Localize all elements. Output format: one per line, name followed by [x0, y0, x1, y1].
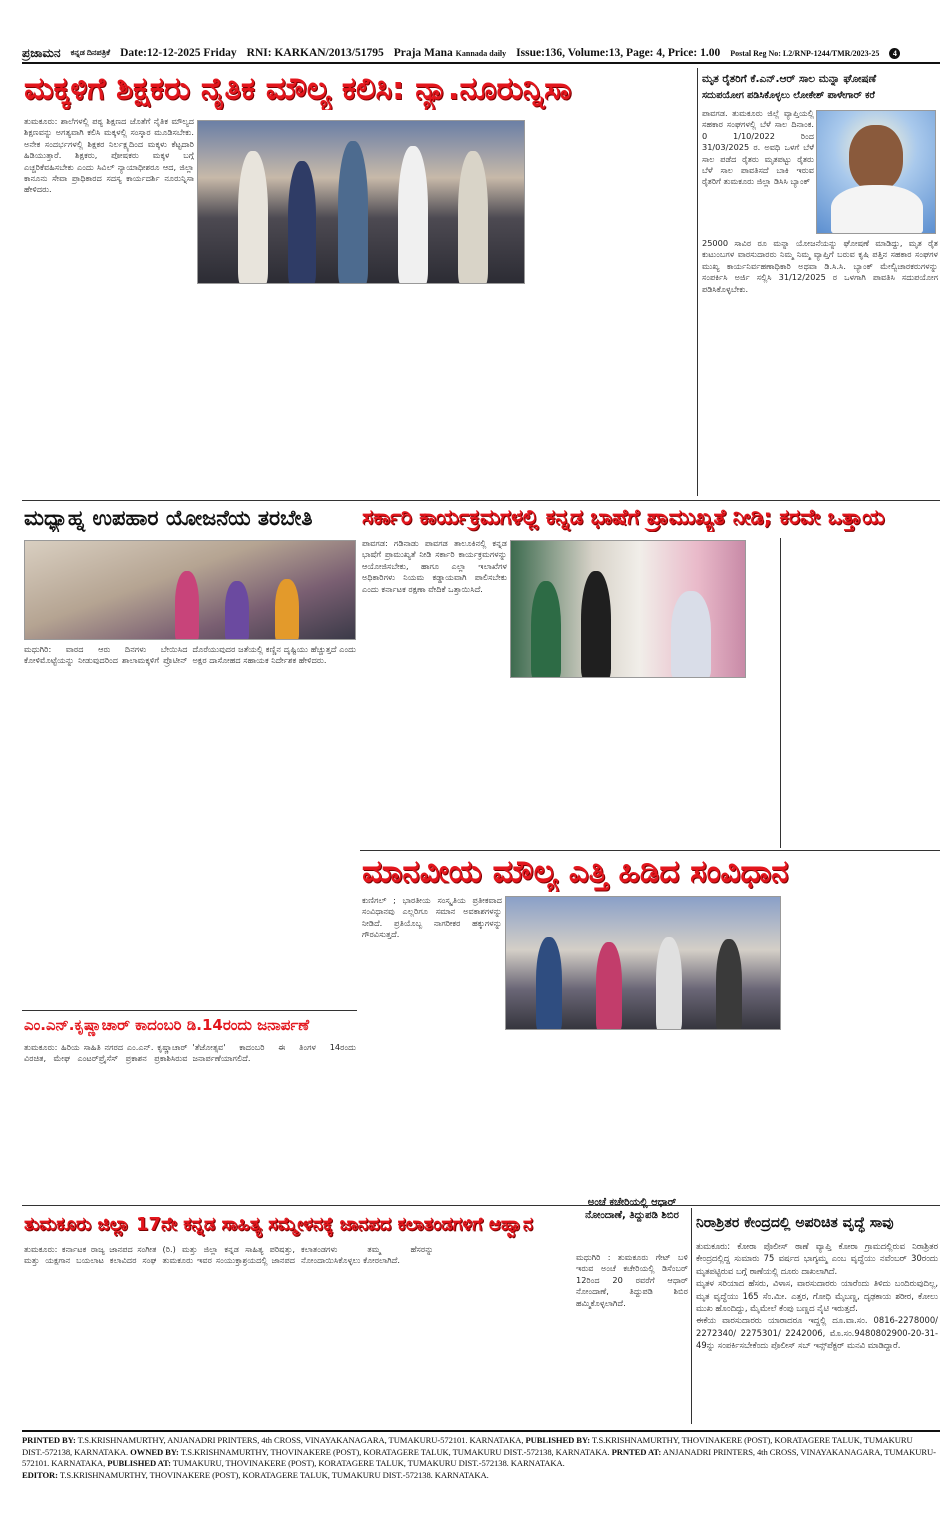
kannada-priority-body: ಪಾವಗಡ: ಗಡಿನಾಡು ಪಾವಗಡ ತಾಲೂಕಿನಲ್ಲಿ ಕನ್ನಡ ಭಾಷೆಗೆ ಪ್ರಾಮುಖ್ಯತೆ ನೀಡಿ ಸರ್ಕಾರಿ ಕಾರ್ಯಕ್ರಮಗಳನ್ನು ಆಯೋಜಿಸಬೇಕು, ಹಾಗೂ ಎಲ್ಲಾ ಇಲಾಖೆಗಳ ಅಧಿಕಾರಿಗಳು ನಿಯಮ ಕಡ್ಡಾಯವಾಗಿ ಪಾಲಿಸಬೇಕು ಎಂದು ಕರ್ನಾಟಕ ರಕ್ಷಣಾ ವೇದಿಕೆ ಒತ್ತಾಯಿಸಿದೆ. — [362, 538, 507, 594]
printed-at-label: PRNTED AT: — [611, 1446, 662, 1457]
owned-by: T.S.KRISHNAMURTHY, THOVINAKERE (POST), KORATAGERE TALUK, TUMAKURU DIST.-572138, KARNATAKA. — [180, 1446, 610, 1457]
aadhaar-body: ಮಧುಗಿರಿ : ತುಮಕೂರು ಗೇಟ್ ಬಳಿ ಇರುವ ಅಂಚೆ ಕಚೇರಿಯಲ್ಲಿ ಡಿಸೆಂಬರ್ 12ರಿಂದ 20 ರವರೆಗೆ ಆಧಾರ್ ನೋಂದಾಣೆ, ತಿದ್ದುಪಡಿ ಶಿಬಿರ ಹಮ್ಮಿಕೊಳ್ಳಲಾಗಿದೆ. — [576, 1252, 688, 1308]
constitution-body: ಕುಣಿಗಲ್ ; ಭಾರತೀಯ ಸಂಸ್ಕೃತಿಯ ಪ್ರತೀಕವಾದ ಸಂವಿಧಾನವು ಎಲ್ಲರಿಗೂ ಸಮಾನ ಅವಕಾಶಗಳನ್ನು ನೀಡಿದೆ. ಪ್ರತಿಯೊಬ್ಬ ನಾಗರೀಕರ ಹಕ್ಕುಗಳನ್ನು ಗೌರವಿಸುತ್ತದೆ. — [362, 895, 502, 940]
published-at-label: PUBLISHED AT: — [107, 1458, 171, 1469]
rni-number: RNI: KARKAN/2013/51795 — [246, 47, 384, 59]
constitution-headline: ಮಾನವೀಯ ಮೌಲ್ಯ ಎತ್ತಿ ಹಿಡಿದ ಸಂವಿಧಾನ — [362, 854, 789, 890]
postal-reg: Postal Reg No: L2/RNP-1244/TMR/2023-25 — [730, 48, 880, 58]
kannada-priority-headline: ಸರ್ಕಾರಿ ಕಾರ್ಯಕ್ರಮಗಳಲ್ಲಿ ಕನ್ನಡ ಭಾಷೆಗೆ ಪ್ರಾಮುಖ್ಯತೆ ನೀಡಿ; ಕರವೇ ಒತ್ತಾಯ — [362, 505, 885, 529]
page-number: 4 — [889, 48, 900, 59]
issue-info: Issue:136, Volume:13, Page: 4, Price: 1.00 — [516, 47, 721, 59]
crop-loan-headline-2: ಸದುಪಯೋಗ ಪಡಿಸಿಕೊಳ್ಳಲು ಲೋಕೇಶ್ ಪಾಳೇಗಾರ್ ಕರೆ — [702, 90, 875, 101]
crop-loan-body: ಪಾವಗಡ. ತುಮಕೂರು ಜಿಲ್ಲೆ ವ್ಯಾಪ್ತಿಯಲ್ಲಿ ಸಹಕಾರ ಸಂಘಗಳಲ್ಲಿ ಬೆಳೆ ಸಾಲ ದಿನಾಂಕ. 0 1/10/2022 ರಿಂದ 31/03/2025 ರ. ಅವಧಿ ಒಳಗೆ ಬೆಳೆ ಸಾಲ ಪಡೆದ ರೈತರು ಮೃತಪಟ್ಟು ರೈತರು ಬೆಳೆ ಸಾಲ ಪಾವತಿಸದೆ ಬಾಕಿ ಇರುವ ರೈತರಿಗೆ ತುಮಕೂರು ಜಿಲ್ಲಾ ಡಿಸಿಸಿ ಬ್ಯಾಂಕ್ — [702, 108, 814, 187]
sammelana-body: ತುಮಕೂರು: ಕರ್ನಾಟಕ ರಾಜ್ಯ ಜಾನಪದ ಸಂಗೀತ ಮತ್ತು ಯಕ್ಷಗಾನ ಬಯಲಾಟ ಕಲಾವಿದರ ಸಂಘ (ರಿ.) ಮತ್ತು ಜಿಲ್ಲಾ ಕನ್ನಡ ಸಾಹಿತ್ಯ ಪರಿಷತ್ತು, ತುಮಕೂರು ಇವರ ಸಂಯುಕ್ತಾಶ್ರಯದಲ್ಲಿ ಜಾನಪದ ಕಲಾತಂಡಗಳು ತಮ್ಮ ಹೆಸರನ್ನು ನೋಂದಾಯಿಸಿಕೊಳ್ಳಲು ಕೋರಲಾಗಿದೆ. — [24, 1244, 434, 1266]
unknown-death-headline: ನಿರಾಶ್ರಿತರ ಕೇಂದ್ರದಲ್ಲಿ ಅಪರಿಚಿತ ವೃದ್ಧೆ ಸಾವು — [696, 1215, 894, 1231]
imprint-footer — [22, 1430, 940, 1481]
novel-release-body: ತುಮಕೂರು: ಹಿರಿಯ ಸಾಹಿತಿ ನಗರದ ಎಂ.ಎನ್. ಕೃಷ್ಣಾಚಾರ್ ವಿರಚಿತ, ಮೇಘ ಎಂಟರ್‌ಪ್ರೈಸೆಸ್ ಪ್ರಕಾಶನ ಪ್ರಕಾಶಿಸಿರುವ 'ತೆಜೋತ್ಸವ' ಕಾದಂಬರಿ ಈ ತಿಂಗಳ 14ರಂದು ಜನಾರ್ಪಣೆಯಾಗಲಿದೆ. — [24, 1042, 356, 1064]
lead-body: ತುಮಕೂರು: ಶಾಲೆಗಳಲ್ಲಿ ಪಠ್ಯ ಶಿಕ್ಷಣದ ಜೊತೆಗೆ ನೈತಿಕ ಮೌಲ್ಯದ ಶಿಕ್ಷಣವನ್ನು ಅಗತ್ಯವಾಗಿ ಕಲಿಸಿ ಮಕ್ಕಳಲ್ಲಿ ಸಂಸ್ಕಾರ ಮೂಡಿಸಬೇಕು. ಅನೇಕ ಸಂದರ್ಭಗಳಲ್ಲಿ ಶಿಕ್ಷಕರ ನಿರ್ಲಕ್ಷ್ಯದಿಂದ ಮಕ್ಕಳು ಕೆಟ್ಟದಾರಿ ಹಿಡಿಯುತ್ತಾರೆ. ಶಿಕ್ಷಕರು, ಪೋಷಕರು ಮಕ್ಕಳ ಬಗ್ಗೆ ಎಚ್ಚರಿಕೆವಹಿಸಬೇಕು ಎಂದು ಸಿವಿಲ್ ನ್ಯಾಯಾಧೀಶರೂ ಆದ, ಜಿಲ್ಲಾ ಕಾನೂನು ಸೇವಾ ಪ್ರಾಧಿಕಾರದ ಸದಸ್ಯ ಕಾರ್ಯದರ್ಶಿ ನೂರುನ್ನಿಸಾ ಹೇಳಿದರು. — [24, 116, 194, 195]
lead-headline: ಮಕ್ಕಳಿಗೆ ಶಿಕ್ಷಕರು ನೈತಿಕ ಮೌಲ್ಯ ಕಲಿಸಿ: ನ್ಯಾ.ನೂರುನ್ನಿಸಾ — [24, 71, 572, 107]
paper-name: Praja Mana — [393, 47, 453, 59]
crop-loan-body-rest: 25000 ಸಾವಿರ ರೂ ಮನ್ನಾ ಯೋಜನೆಯನ್ನು ಘೋಷಣೆ ಮಾಡಿದ್ದು, ಮೃತ ರೈತ ಕುಟುಂಬಗಳ ವಾರಸುದಾರರು ನಿಮ್ಮ ನಿಮ್ಮ ವ್ಯಾಪ್ತಿಗೆ ಬರುವ ಕೃಷಿ ಪತ್ತಿನ ಸಹಕಾರ ಸಂಘಗಳ ಮುಖ್ಯ ಕಾರ್ಯನಿರ್ವಹಣಾಧಿಕಾರಿ ಅಥವಾ ಡಿ.ಸಿ.ಸಿ. ಬ್ಯಾಂಕ್ ಮೇಲ್ವಿಚಾರಕರುಗಳನ್ನು ಸಂಪರ್ಕಿಸಿ ಅರ್ಜಿ ಸಲ್ಲಿಸಿ 31/12/2025 ರ ಒಳಗಾಗಿ ಪಾವತಿಸಿ ಸದುಪಯೋಗ ಪಡಿಸಿಕೊಳ್ಳಬೇಕು. — [702, 238, 938, 294]
unknown-death-body: ತುಮಕೂರು: ಕೋರಾ ಪೊಲೀಸ್ ಠಾಣೆ ವ್ಯಾಪ್ತಿ ಕೋರಾ ಗ್ರಾಮದಲ್ಲಿರುವ ನಿರಾಶ್ರಿತರ ಕೇಂದ್ರದಲ್ಲಿದ್ದ ಸುಮಾರು 75 ವರ್ಷದ ಭಾಗ್ಯಮ್ಮ ಎಂಬ ವೃದ್ಧೆಯು ನವೆಂಬರ್ 30ರಂದು ಮೃತಪಟ್ಟಿರುವ ಬಗ್ಗೆ ಠಾಣೆಯಲ್ಲಿ ದೂರು ದಾಖಲಾಗಿದೆ. ಮೃತಳ ಸರಿಯಾದ ಹೆಸರು, ವಿಳಾಸ, ವಾರಸುದಾರರು ಯಾರೆಂದು ತಿಳಿದು ಬಂದಿರುವುದಿಲ್ಲ, ಮೃತ ವೃದ್ಧೆಯು 165 ಸೆಂ.ಮೀ. ಎತ್ತರ, ಗೋಧಿ ಮೈಬಣ್ಣ, ದೃಢಕಾಯ ಶರೀರ, ಕೋಲು ಮುಖ ಹೊಂದಿದ್ದು, ಮೈಮೇಲೆ ಕೆಂಪು ಬಣ್ಣದ ನೈಟಿ ಇರುತ್ತದೆ. ಈಕೆಯ ವಾರಸುದಾರರು ಯಾರಾದರೂ ಇದ್ದಲ್ಲಿ ದೂ.ವಾ.ಸಂ. 0816-2278000/ 2272340/ 2275301/ 2242006, ಮೊ.ಸಂ.9480802900-20-31-49ನ್ನು ಸಂಪರ್ಕಿಸಬೇಕೆಂದು ಪೊಲೀಸ್ ಸಬ್ ಇನ್ಸ್‌ಪೆಕ್ಟರ್ ಮನವಿ ಮಾಡಿದ್ದಾರೆ. — [696, 1241, 938, 1351]
published-by-label: PUBLISHED BY: — [525, 1435, 590, 1445]
crop-loan-headline-1: ಮೃತ ರೈತರಿಗೆ ಕೆ.ಎನ್.ಆರ್ ಸಾಲ ಮನ್ನಾ ಘೋಷಣೆ — [702, 73, 877, 85]
aadhaar-headline: ಅಂಚೆ ಕಚೇರಿಯಲ್ಲಿ ಆಧಾರ್ ನೋಂದಾಣೆ, ತಿದ್ದುಪಡಿ ಶಿಬಿರ — [585, 1197, 679, 1221]
printed-by: T.S.KRISHNAMURTHY, ANJANADRI PRINTERS, 4th CROSS, VINAYAKANAGARA, TUMAKURU-572101. KARNATAKA, — [77, 1435, 524, 1445]
lead-photo — [197, 120, 525, 284]
sammelana-headline: ತುಮಕೂರು ಜಿಲ್ಲಾ 17ನೇ ಕನ್ನಡ ಸಾಹಿತ್ಯ ಸಮ್ಮೇಳನಕ್ಕೆ ಜಾನಪದ ಕಲಾತಂಡಗಳಿಗೆ ಆಹ್ವಾನ — [24, 1214, 533, 1235]
published-by: T.S.KRISHNAMURTHY, THOVINAKERE (POST), KORATAGERE TALUK, TUMAKURU DIST.-572138, KARNATAKA. — [22, 1435, 913, 1457]
midday-meal-photo — [24, 540, 356, 640]
tagline: ಕನ್ನಡ ದಿನಪತ್ರಿಕೆ — [70, 48, 111, 57]
date: Date:12-12-2025 Friday — [120, 47, 237, 59]
owned-by-label: OWNED BY: — [130, 1446, 179, 1457]
masthead — [22, 44, 940, 64]
editor-label: EDITOR: — [22, 1469, 58, 1480]
printed-at: ANJANADRI PRINTERS, 4th CROSS, VINAYAKANAGARA, TUMAKURU-572101. KARNATAKA, — [22, 1446, 936, 1469]
paper-sub: Kannada daily — [455, 49, 507, 58]
novel-release-headline: ಎಂ.ಎನ್.ಕೃಷ್ಣಾಚಾರ್ ಕಾದಂಬರಿ ಡಿ.14ರಂದು ಜನಾರ್ಪಣೆ — [24, 1016, 310, 1034]
kannada-priority-photo — [510, 540, 746, 678]
portrait-photo — [816, 110, 936, 234]
editor: T.S.KRISHNAMURTHY, THOVINAKERE (POST), KORATAGERE TALUK, TUMAKURU DIST.-572138. KARNATAKA. — [59, 1469, 489, 1480]
midday-meal-body: ಮಧುಗಿರಿ: ವಾರದ ಆರು ದಿನಗಳು ಬೇಯಿಸಿದ ಕೋಳಿಮೊಟ್ಟೆಯನ್ನು ನೀಡುವುದರಿಂದ ಶಾಲಾಮಕ್ಕಳಿಗೆ ಪ್ರೊಟೀನ್ ದೊರೆಯುವುದರ ಜತೆಯಲ್ಲಿ ಕಣ್ಣಿನ ದೃಷ್ಟಿಯು ಹೆಚ್ಚುತ್ತದೆ ಎಂದು ಅಕ್ಷರ ದಾಸೋಹದ ಸಹಾಯಕ ನಿರ್ದೇಶಕ ಹೇಳಿದರು. — [24, 644, 356, 666]
constitution-photo — [505, 896, 781, 1030]
printed-by-label: PRINTED BY: — [22, 1435, 76, 1445]
published-at: TUMAKURU, THOVINAKERE (POST), KORATAGERE TALUK, TUMAKURU DIST.-572138. KARNATAKA. — [172, 1458, 565, 1469]
midday-meal-headline: ಮಧ್ಯಾಹ್ನ ಉಪಹಾರ ಯೋಜನೆಯ ತರಬೇತಿ — [24, 506, 313, 530]
newspaper-logo: ಪ್ರಜಾಮನ — [22, 45, 61, 60]
